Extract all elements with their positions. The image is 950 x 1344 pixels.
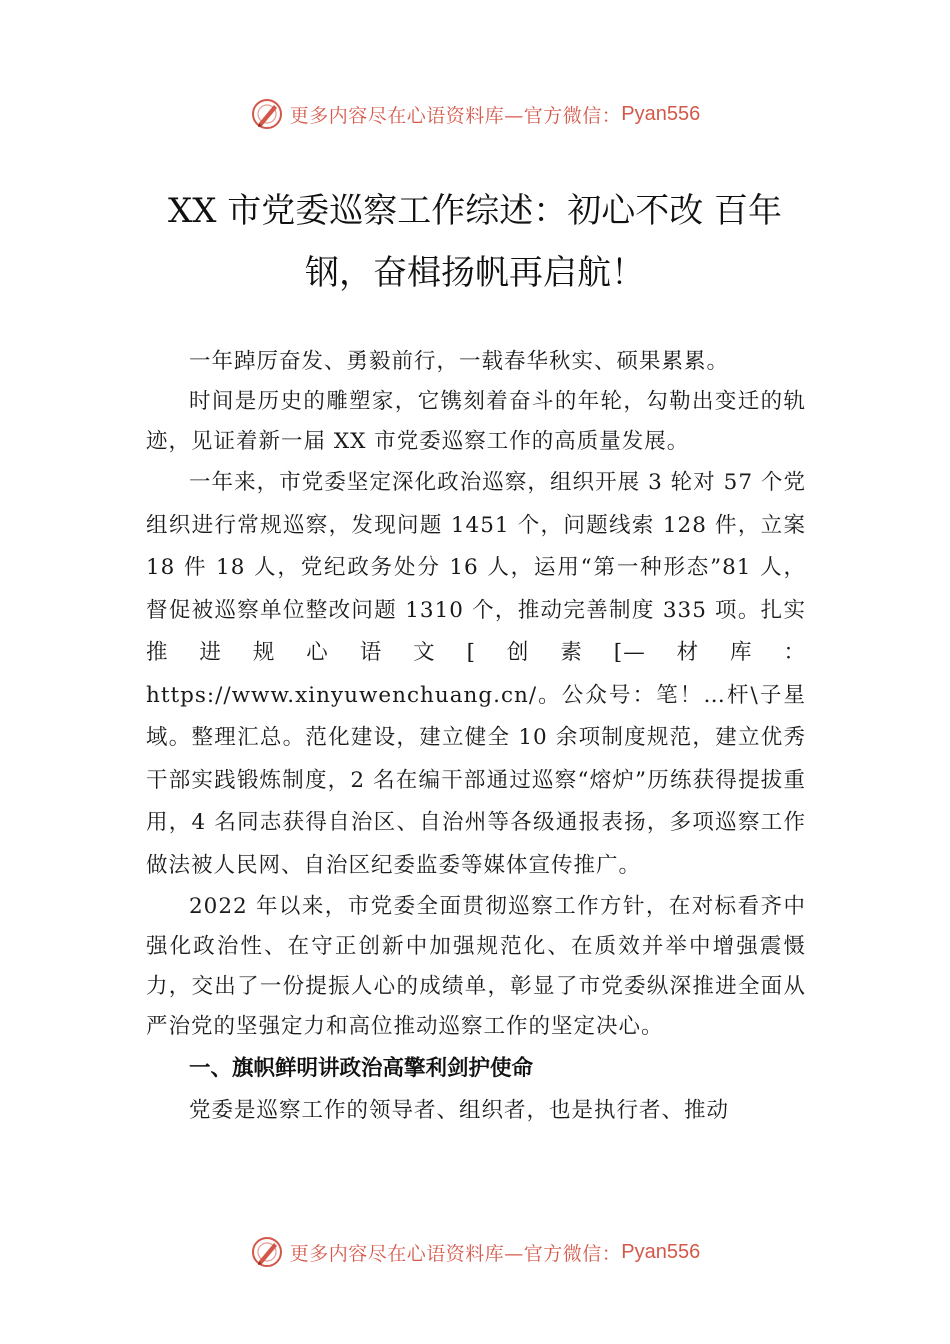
banner-text: 更多内容尽在心语资料库—官方微信： [289,1242,622,1265]
paragraph-5: 党委是巡察工作的领导者、组织者，也是执行者、推动 [189,1098,730,1123]
paragraph-3: 一年来，市党委坚定深化政治巡察，组织开展 3 轮对 57 个党组织进行常规巡察，发现问题 1451 个，问题线索 128 件，立案 18 件 18 人，党纪政务处分 16 人，运用“第一种形态”81 人，督促被巡察单位整改问题 1310 个，推动完善制度 335 项。扎实推进规心语文[创素[—材库：https://www.xinyuwenchuang.cn/。公众号：笔！…杆\子星域。整理汇总。范化建设，建立健全 10 余项制度规范，建立优秀干部实践锻炼制度，2 名在编干部通过巡察“熔炉”历练获得提拔重用，4 名同志获得自治区、自治州等各级通报表扬，多项巡察工作做法被人民网、自治区纪委监委等媒体宣传推广。 [146,470,806,878]
pen-logo-icon [250,97,284,131]
document-body [146,342,806,1131]
paragraph-4: 2022 年以来，市党委全面贯彻巡察工作方针，在对标看齐中强化政治性、在守正创新中加强规范化、在质效并举中增强震慑力，交出了一份提振人心的成绩单，彰显了市党委纵深推进全面从严治党的坚强定力和高位推动巡察工作的坚定决心。 [146,894,806,1039]
pen-logo-icon [250,1235,284,1269]
title-line-1: XX 市党委巡察工作综述：初心不改 百年 [167,191,783,231]
banner-wechat-id: Pyan556 [621,102,701,125]
banner-wechat-id: Pyan556 [621,1240,701,1263]
paragraph-2: 时间是历史的雕塑家，它镌刻着奋斗的年轮，勾勒出变迁的轨迹，见证着新一届 XX 市党委巡察工作的高质量发展。 [146,389,806,454]
document-title [140,180,810,304]
section-heading: 一、旗帜鲜明讲政治高擎利剑护使命 [189,1056,534,1081]
banner-text: 更多内容尽在心语资料库—官方微信： [289,104,622,127]
footer-banner [0,1232,950,1272]
title-line-2: 钢，奋楫扬帆再启航！ [305,253,645,293]
header-banner [0,94,950,134]
paragraph-1: 一年踔厉奋发、勇毅前行，一载春华秋实、硕果累累。 [189,349,730,374]
